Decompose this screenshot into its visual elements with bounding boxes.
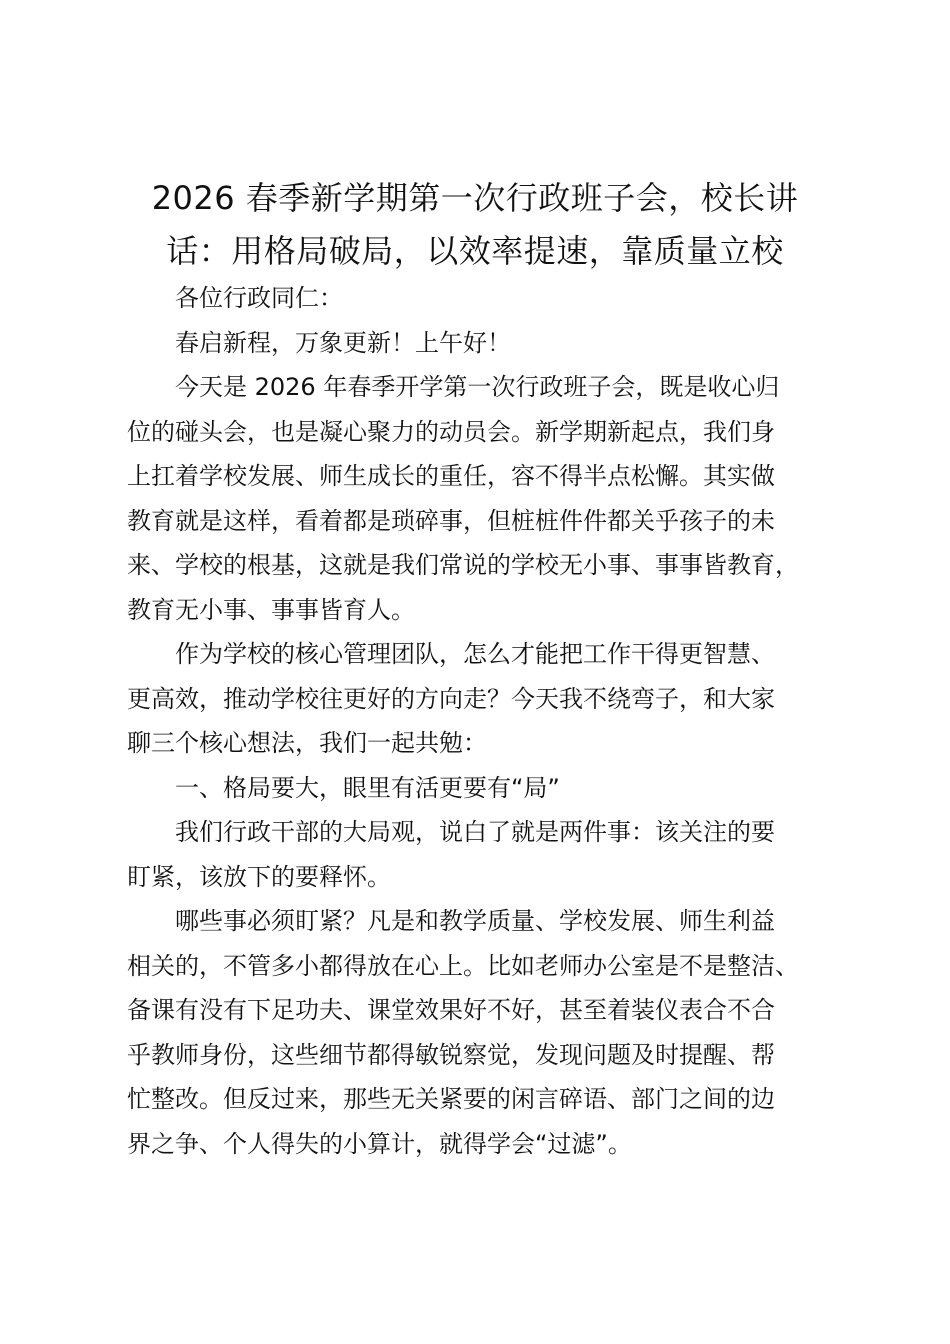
text-line: 忙整改。但反过来，那些无关紧要的闲言碎语、部门之间的边 <box>127 1085 775 1113</box>
text-line: 各位行政同仁： <box>175 284 343 312</box>
text-line: 来、学校的根基，这就是我们常说的学校无小事、事事皆教育， <box>127 551 799 579</box>
text-line: 教育就是这样，看着都是琐碎事，但桩桩件件都关乎孩子的未 <box>127 506 775 535</box>
body-paragraph <box>127 810 862 899</box>
text-line: 哪些事必须盯紧？凡是和教学质量、学校发展、师生利益 <box>175 907 775 935</box>
body-paragraph <box>127 899 862 1166</box>
text-line: 春启新程，万象更新！上午好！ <box>175 328 511 357</box>
greeting-paragraph <box>127 321 862 366</box>
text-line: 备课有没有下足功夫、课堂效果好不好，甚至着装仪表合不合 <box>127 996 775 1024</box>
text-line: 相关的，不管多小都得放在心上。比如老师办公室是不是整洁、 <box>127 951 799 980</box>
text-line: 今天是 2026 年春季开学第一次行政班子会，既是收心归 <box>175 373 780 401</box>
text-line: 界之争、个人得失的小算计，就得学会“过滤”。 <box>127 1129 632 1158</box>
intro-paragraph <box>127 365 862 632</box>
text-line: 聊三个核心想法，我们一起共勉： <box>127 729 487 757</box>
section-heading <box>127 766 862 811</box>
text-line: 乎教师身份，这些细节都得敏锐察觉，发现问题及时提醒、帮 <box>127 1040 775 1069</box>
text-line: 盯紧，该放下的要释怀。 <box>127 862 391 891</box>
document-title <box>100 172 850 278</box>
text-line: 上扛着学校发展、师生成长的重任，容不得半点松懈。其实做 <box>127 462 775 490</box>
text-line: 更高效，推动学校往更好的方向走？今天我不绕弯子，和大家 <box>127 684 775 713</box>
document-body <box>127 276 862 1166</box>
salutation-paragraph <box>127 276 862 321</box>
text-line: 位的碰头会，也是凝心聚力的动员会。新学期新起点，我们身 <box>127 417 775 446</box>
topic-paragraph <box>127 632 862 766</box>
title-line-2: 话：用格局破局，以效率提速，靠质量立校 <box>166 232 784 270</box>
text-line: 教育无小事、事事皆育人。 <box>127 595 415 624</box>
section-heading-text: 一、格局要大，眼里有活更要有“局” <box>175 773 560 802</box>
text-line: 作为学校的核心管理团队，怎么才能把工作干得更智慧、 <box>175 640 775 668</box>
title-line-1: 2026 春季新学期第一次行政班子会，校长讲 <box>151 179 799 217</box>
text-line: 我们行政干部的大局观，说白了就是两件事：该关注的要 <box>175 818 775 846</box>
